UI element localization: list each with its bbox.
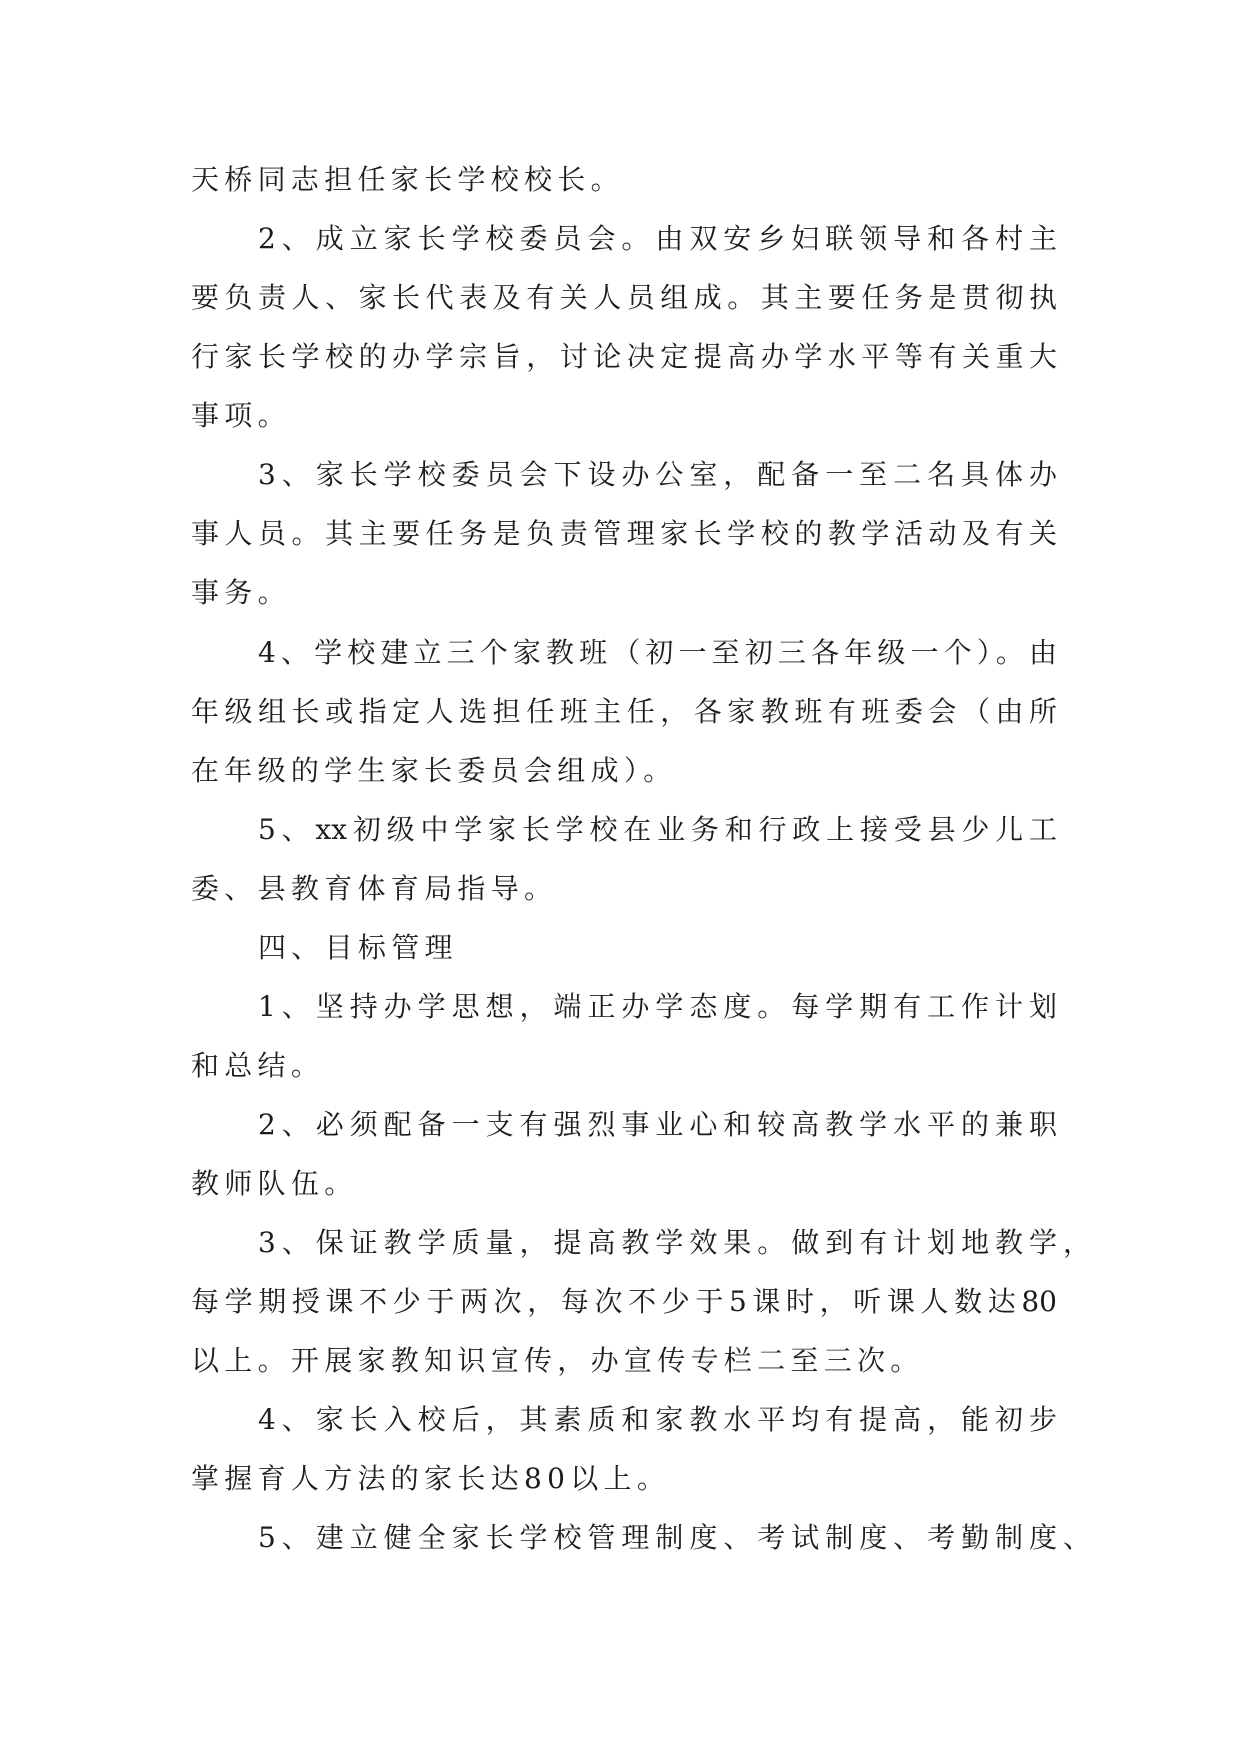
text-line: 天桥同志担任家长学校校长。 [191,163,624,196]
paragraph [191,800,1057,918]
text-line: 事务。 [191,576,291,610]
paragraph [191,1508,1091,1567]
section-heading-text: 四、目标管理 [258,930,458,964]
paragraph [191,445,1057,622]
paragraph [191,1390,1057,1508]
paragraph [191,1213,1091,1390]
text-line: 每学期授课不少于两次，每次不少于5课时，听课人数达80 [191,1285,1057,1319]
text-line: 教师队伍。 [191,1167,358,1201]
paragraph [191,1095,1057,1213]
paragraph [191,209,1057,445]
text-line: 4、学校建立三个家教班（初一至初三各年级一个）。由 [258,635,1057,669]
text-line: 3、保证教学质量，提高教学效果。做到有计划地教学， [258,1226,1091,1260]
text-line: 以上。开展家教知识宣传，办宣传专栏二至三次。 [191,1344,924,1378]
text-line: 行家长学校的办学宗旨，讨论决定提高办学水平等有关重大 [191,340,1057,374]
text-line: 要负责人、家长代表及有关人员组成。其主要任务是贯彻执 [191,281,1057,315]
text-line: 2、必须配备一支有强烈事业心和较高教学水平的兼职 [258,1108,1057,1141]
text-line: 和总结。 [191,1048,325,1082]
document-body [191,150,1091,1568]
text-line: 委、县教育体育局指导。 [191,871,558,905]
text-line: 掌握育人方法的家长达80以上。 [191,1462,671,1496]
paragraph [191,623,1057,800]
text-line: 年级组长或指定人选担任班主任，各家教班有班委会（由所 [191,694,1057,728]
text-line: 事项。 [191,399,291,433]
text-line: 事人员。其主要任务是负责管理家长学校的教学活动及有关 [191,517,1057,551]
text-line: 3、家长学校委员会下设办公室，配备一至二名具体办 [258,458,1057,492]
text-line: 1、坚持办学思想，端正办学态度。每学期有工作计划 [258,989,1057,1023]
text-line: 在年级的学生家长委员会组成）。 [191,753,677,787]
section-heading [191,918,1057,977]
text-line: 5、建立健全家长学校管理制度、考试制度、考勤制度、 [258,1521,1091,1555]
text-line: 2、成立家长学校委员会。由双安乡妇联领导和各村主 [258,222,1057,256]
paragraph [191,977,1057,1095]
text-line: 4、家长入校后，其素质和家教水平均有提高，能初步 [258,1403,1057,1437]
text-line: 5、xx初级中学家长学校在业务和行政上接受县少儿工 [258,812,1057,846]
paragraph [191,150,1057,209]
